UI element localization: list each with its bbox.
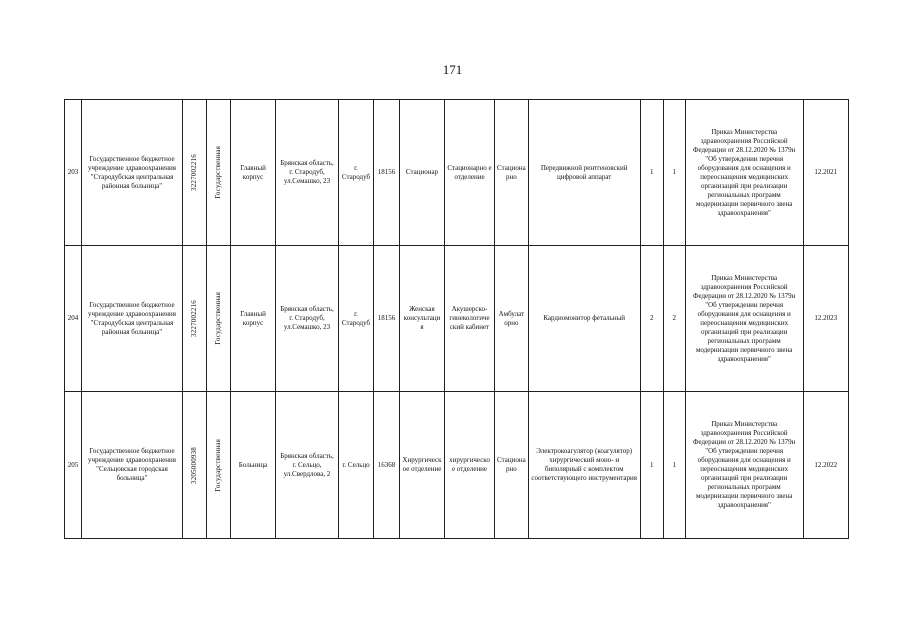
ownership-type-cell — [207, 100, 231, 246]
unit-cell: Стационар — [400, 100, 445, 246]
locality-cell: г. Стародуб — [339, 246, 374, 392]
building-cell: Больница — [231, 392, 276, 539]
row-number-cell: 204 — [65, 246, 82, 392]
legal-basis-cell: Приказ Министерства здравоохранения Российской Федерации от 28.12.2020 № 1379н "Об утверждении перечня оборудования для оснащения и переоснащения медицинских организаций при реализации региональных программ модернизации первичного звена здравоохранения" — [685, 246, 803, 392]
institution-name-cell: Государственное бюджетное учреждение здравоохранения "Стародубская центральная районная больница" — [82, 246, 183, 392]
quantity-cell: 1 — [663, 392, 685, 539]
equipment-name-cell: Электрокоагулятор (коагулятор) хирургический моно- и биполярный с комплектом соответствующего инструментария — [528, 392, 640, 539]
inn-text: 3205000938 — [190, 446, 198, 484]
locality-cell: г. Сельцо — [339, 392, 374, 539]
department-cell: хирургическо е отделение — [445, 392, 495, 539]
care-form-cell: Стациона рно — [495, 392, 529, 539]
code-cell: 18156 — [374, 100, 400, 246]
equipment-name-cell: Кардиомонитор фетальный — [528, 246, 640, 392]
address-cell: Брянская область, г. Стародуб, ул.Семашко, 23 — [276, 100, 339, 246]
equipment-name-cell: Передвижной рентгеновский цифровой аппарат — [528, 100, 640, 246]
ownership-type-cell — [207, 246, 231, 392]
care-form-cell: Амбулат орно — [495, 246, 529, 392]
inn-text: 3227002216 — [190, 300, 198, 337]
table-row — [65, 392, 849, 539]
ownership-type-text: Государственная — [214, 438, 222, 492]
address-cell: Брянская область, г. Стародуб, ул.Семашко, 23 — [276, 246, 339, 392]
ownership-type-text: Государственная — [214, 292, 222, 345]
unit-cell: Женская консультаци я — [400, 246, 445, 392]
quantity-cell: 1 — [663, 100, 685, 246]
legal-basis-cell: Приказ Министерства здравоохранения Российской Федерации от 28.12.2020 № 1379н "Об утверждении перечня оборудования для оснащения и переоснащения медицинских организаций при реализации региональных программ модернизации первичного звена здравоохранения" — [685, 100, 803, 246]
equipment-registry-table — [64, 99, 849, 539]
page-number: 171 — [442, 62, 463, 77]
inn-cell — [183, 100, 207, 246]
quantity-cell: 2 — [663, 246, 685, 392]
quantity-cell: 1 — [640, 392, 663, 539]
legal-basis-cell: Приказ Министерства здравоохранения Российской Федерации от 28.12.2020 № 1379н "Об утверждении перечня оборудования для оснащения и переоснащения медицинских организаций при реализации региональных программ модернизации первичного звена здравоохранения" — [685, 392, 803, 539]
unit-cell: Хирургическ ое отделение — [400, 392, 445, 539]
ownership-type-cell — [207, 392, 231, 539]
locality-cell: г. Стародуб — [339, 100, 374, 246]
delivery-date-cell: 12.2022 — [803, 392, 848, 539]
delivery-date-cell: 12.2021 — [803, 100, 848, 246]
institution-name-cell: Государственное бюджетное учреждение здравоохранения "Стародубская центральная районная больница" — [82, 100, 183, 246]
address-cell: Брянская область, г. Сельцо, ул.Свердлова, 2 — [276, 392, 339, 539]
row-number-cell: 203 — [65, 100, 82, 246]
institution-name-cell: Государственное бюджетное учреждение здравоохранения "Сельцовская городская больница" — [82, 392, 183, 539]
department-cell: Стационарно е отделение — [445, 100, 495, 246]
building-cell: Главный корпус — [231, 246, 276, 392]
quantity-cell: 2 — [640, 246, 663, 392]
care-form-cell: Стациона рно — [495, 100, 529, 246]
row-number-cell: 205 — [65, 392, 82, 539]
code-cell: 18156 — [374, 246, 400, 392]
inn-text: 3227002216 — [190, 154, 198, 191]
department-cell: Акушерско-гинекологиче ский кабинет — [445, 246, 495, 392]
inn-cell — [183, 246, 207, 392]
table-row — [65, 246, 849, 392]
quantity-cell: 1 — [640, 100, 663, 246]
code-cell: 16368 — [374, 392, 400, 539]
building-cell: Главный корпус — [231, 100, 276, 246]
table-row — [65, 100, 849, 246]
ownership-type-text: Государственная — [214, 146, 222, 199]
delivery-date-cell: 12.2023 — [803, 246, 848, 392]
inn-cell — [183, 392, 207, 539]
